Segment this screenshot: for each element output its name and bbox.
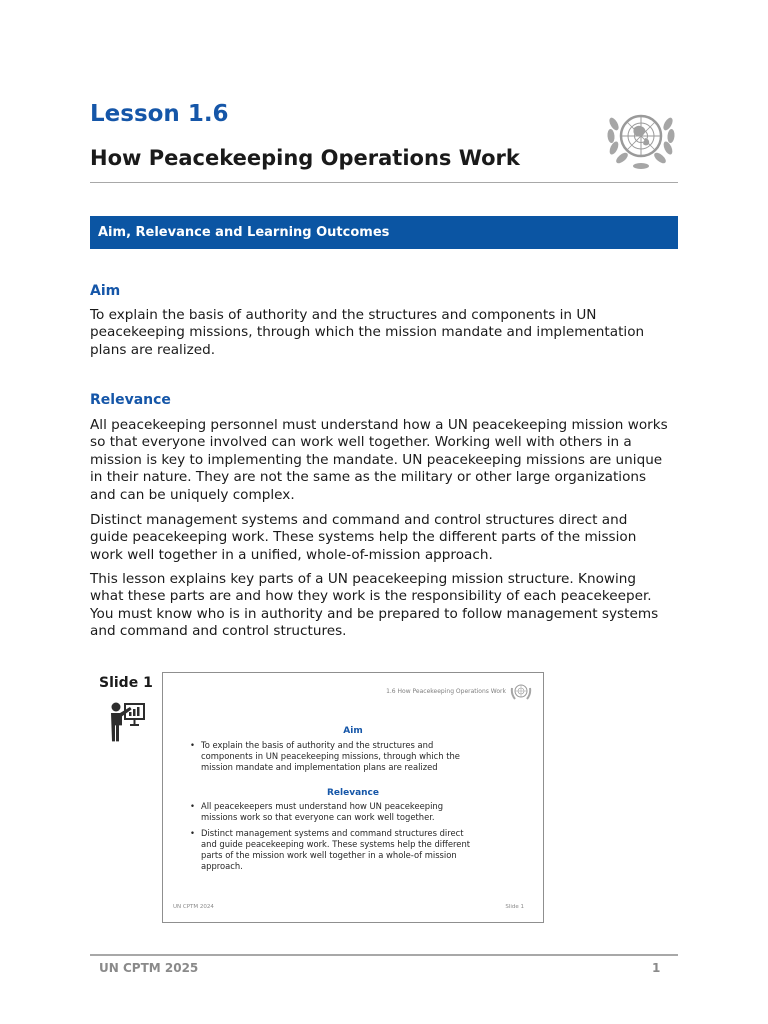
slide-relevance-bullet-1: • All peacekeepers must understand how UN peacekeeping missions work so that everyone can work well together. <box>201 801 501 823</box>
section-bar <box>90 216 678 249</box>
aim-heading: Aim <box>90 283 121 299</box>
slide-aim-heading: Aim <box>343 726 363 736</box>
slide-footer-right: Slide 1 <box>505 904 524 910</box>
section-bar-label: Aim, Relevance and Learning Outcomes <box>98 225 390 240</box>
header-divider <box>90 182 678 183</box>
footer-label: UN CPTM 2025 <box>99 961 199 975</box>
un-emblem-small-icon <box>510 682 532 702</box>
relevance-paragraph-1: All peacekeeping personnel must understand how a UN peacekeeping mission works so that everyone involved can work well together. Working well with others in a mission is key to implementing the mandate. UN peacekeeping missions are unique in their nature. They are not the same as the military or other large organizations and can be uniquely complex. <box>90 417 668 503</box>
page-number: 1 <box>652 961 661 975</box>
slide-relevance-heading: Relevance <box>326 788 379 798</box>
relevance-paragraph-3: This lesson explains key parts of a UN peacekeeping mission structure. Knowing what these parts are and how they work is the responsibility of each peacekeeper. You must know who is in authority and be prepared to follow management systems and command and control structures. <box>90 571 659 640</box>
footer-divider <box>90 954 678 956</box>
slide-thumbnail <box>162 672 544 923</box>
slide-footer-left: UN CPTM 2024 <box>173 904 214 910</box>
lesson-label: Lesson 1.6 <box>90 101 229 127</box>
lesson-title: How Peacekeeping Operations Work <box>90 146 520 170</box>
presenter-icon <box>108 701 146 743</box>
slide-label: Slide 1 <box>99 675 153 691</box>
slide-relevance-bullet-2: • Distinct management systems and command structures direct and guide peacekeeping work. These systems help the different parts of the mission work well together in a whole-of mission approach. <box>201 828 501 872</box>
slide-header-text: 1.6 How Peacekeeping Operations Work <box>386 688 506 695</box>
aim-paragraph: To explain the basis of authority and the structures and components in UN peacekeeping missions, through which the mission mandate and implementation plans are realized. <box>90 307 645 358</box>
un-emblem-icon <box>603 104 679 172</box>
relevance-heading: Relevance <box>90 392 171 408</box>
slide-aim-bullet: • To explain the basis of authority and the structures and components in UN peacekeeping missions, through which the mission mandate and implementation plans are realized <box>201 740 501 773</box>
relevance-paragraph-2: Distinct management systems and command and control structures direct and guide peacekeeping work. These systems help the different parts of the mission work well together in a unified, whole-of-mission approach. <box>90 512 637 563</box>
